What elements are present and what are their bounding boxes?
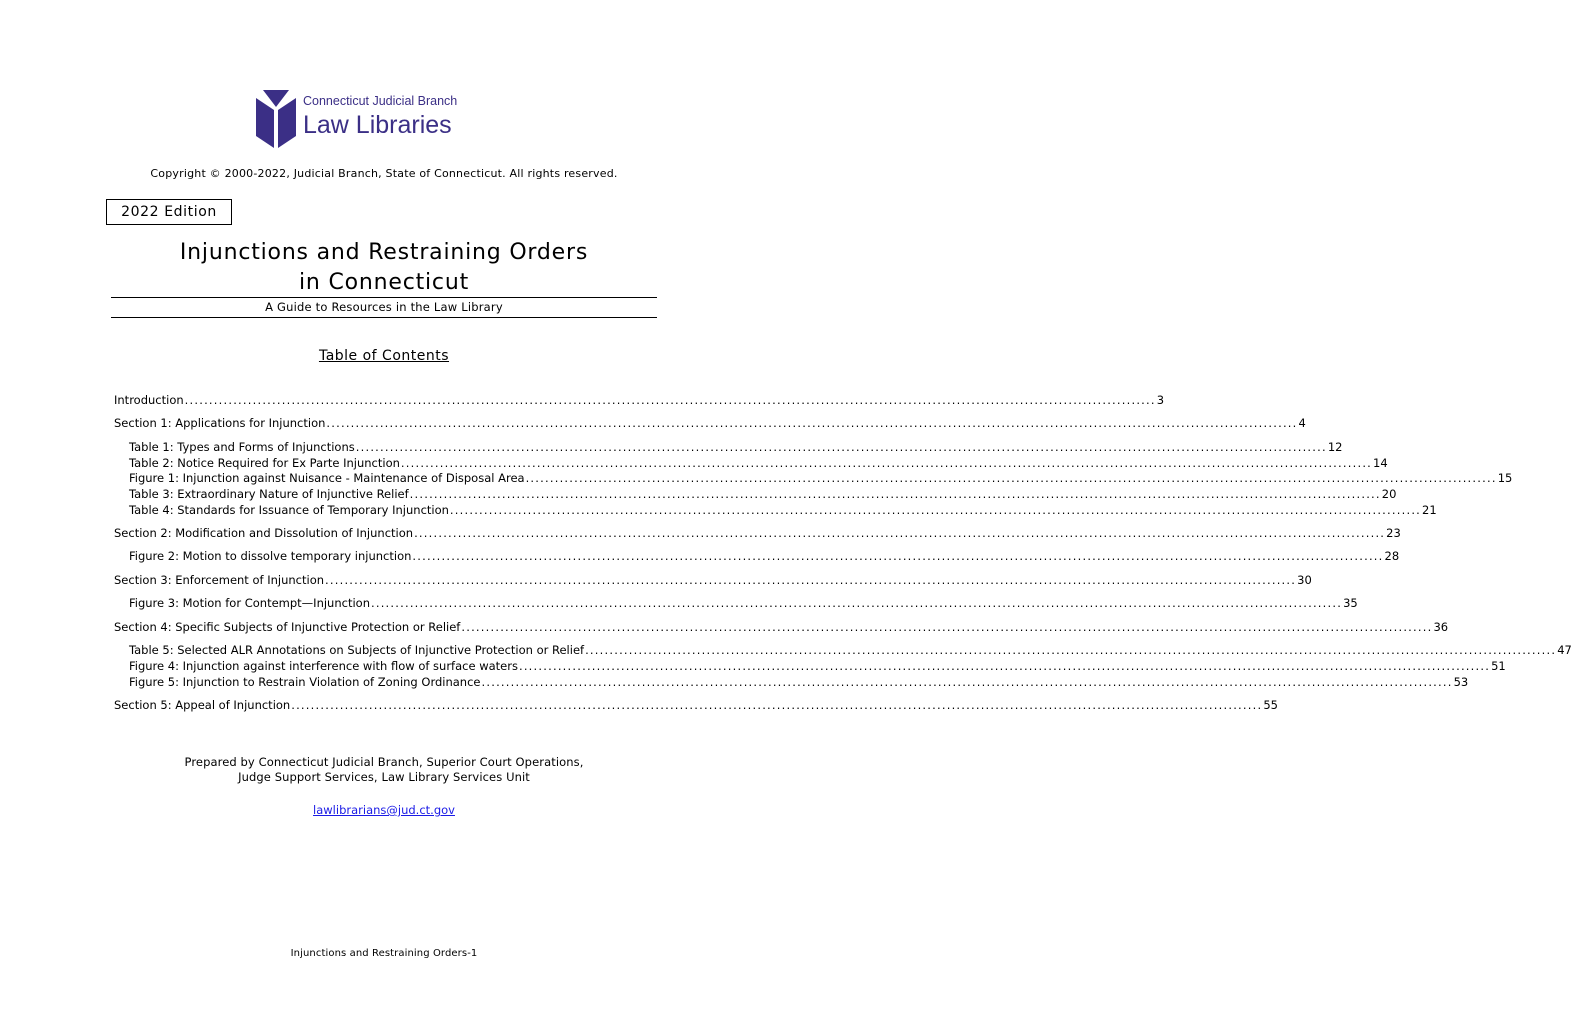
toc-entry-page: 23 — [1386, 526, 1401, 540]
title-line-2: in Connecticut — [299, 270, 469, 295]
toc-leader-dots: ........................................................................................................................................................................................................ — [412, 549, 1384, 563]
brand-small-text: Connecticut Judicial Branch — [303, 94, 458, 108]
toc-entry-label: Section 3: Enforcement of Injunction — [114, 573, 325, 587]
document-title — [0, 238, 768, 298]
toc-entry-table-5[interactable] — [129, 643, 1572, 658]
toc-entry-introduction[interactable] — [114, 393, 1165, 408]
toc-entry-page: 51 — [1491, 659, 1506, 673]
toc-entry-page: 20 — [1381, 487, 1397, 501]
toc-entry-section-1[interactable] — [114, 416, 1306, 431]
toc-entry-figure-1[interactable] — [129, 471, 1513, 486]
toc-entry-table-3[interactable] — [129, 487, 1397, 502]
contact-email-wrap — [0, 803, 768, 817]
toc-entry-section-4[interactable] — [114, 620, 1449, 635]
contact-email-link[interactable]: lawlibrarians@jud.ct.gov — [313, 803, 455, 817]
title-rule-bottom — [111, 317, 657, 318]
toc-leader-dots: ........................................................................................................................................................................................................ — [326, 416, 1298, 430]
toc-entry-page: 47 — [1557, 643, 1572, 657]
toc-leader-dots: ........................................................................................................................................................................................................ — [409, 487, 1381, 501]
toc-entry-table-2[interactable] — [129, 456, 1388, 471]
toc-entry-section-2[interactable] — [114, 526, 1401, 541]
edition-badge: 2022 Edition — [106, 199, 232, 225]
toc-leader-dots: ........................................................................................................................................................................................................ — [518, 659, 1491, 673]
toc-leader-dots: ........................................................................................................................................................................................................ — [481, 675, 1453, 689]
toc-entry-section-5[interactable] — [114, 698, 1278, 713]
toc-entry-label: Section 2: Modification and Dissolution of Injunction — [114, 526, 414, 540]
toc-entry-label: Figure 3: Motion for Contempt—Injunction — [129, 596, 370, 610]
page-footer: Injunctions and Restraining Orders-1 — [290, 948, 478, 959]
toc-entry-page: 53 — [1453, 675, 1469, 689]
toc-entry-label: Figure 5: Injunction to Restrain Violation of Zoning Ordinance — [129, 675, 481, 689]
toc-leader-dots: ........................................................................................................................................................................................................ — [291, 698, 1263, 712]
toc-entry-figure-3[interactable] — [129, 596, 1358, 611]
brand-big-text: Law Libraries — [303, 111, 452, 139]
toc-entry-label: Table 5: Selected ALR Annotations on Subjects of Injunctive Protection or Relief — [129, 643, 585, 657]
toc-leader-dots: ........................................................................................................................................................................................................ — [325, 573, 1297, 587]
toc-leader-dots: ........................................................................................................................................................................................................ — [449, 503, 1422, 517]
toc-entry-section-3[interactable] — [114, 573, 1312, 588]
title-line-1: Injunctions and Restraining Orders — [179, 240, 589, 265]
toc-entry-page: 30 — [1297, 573, 1312, 587]
toc-entry-page: 3 — [1156, 393, 1165, 407]
toc-entry-label: Figure 4: Injunction against interference with flow of surface waters — [129, 659, 518, 673]
toc-entry-label: Figure 1: Injunction against Nuisance - Maintenance of Disposal Area — [129, 471, 525, 485]
toc-entry-label: Section 4: Specific Subjects of Injunctive Protection or Relief — [114, 620, 461, 634]
toc-entry-page: 35 — [1343, 596, 1358, 610]
toc-leader-dots: ........................................................................................................................................................................................................ — [461, 620, 1433, 634]
toc-entry-page: 14 — [1373, 456, 1388, 470]
toc-entry-label: Figure 2: Motion to dissolve temporary injunction — [129, 549, 412, 563]
toc-entry-table-1[interactable] — [129, 440, 1343, 455]
toc-leader-dots: ........................................................................................................................................................................................................ — [400, 456, 1373, 470]
toc-heading — [0, 348, 768, 364]
toc-entry-page: 12 — [1327, 440, 1343, 454]
toc-entry-label: Table 2: Notice Required for Ex Parte Injunction — [129, 456, 400, 470]
law-libraries-book-icon — [253, 88, 299, 150]
toc-leader-dots: ........................................................................................................................................................................................................ — [414, 526, 1386, 540]
toc-leader-dots: ........................................................................................................................................................................................................ — [525, 471, 1497, 485]
toc-entry-page: 4 — [1298, 416, 1306, 430]
copyright-notice: Copyright © 2000-2022, Judicial Branch, State of Connecticut. All rights reserved. — [150, 167, 618, 180]
prepared-by-line-2: Judge Support Services, Law Library Services Unit — [238, 770, 530, 784]
toc-entry-label: Introduction — [114, 393, 184, 407]
toc-entry-page: 28 — [1384, 549, 1400, 563]
toc-entry-page: 36 — [1433, 620, 1449, 634]
toc-entry-label: Table 1: Types and Forms of Injunctions — [129, 440, 355, 454]
toc-heading-text: Table of Contents — [318, 348, 450, 364]
toc-entry-figure-4[interactable] — [129, 659, 1506, 674]
toc-entry-label: Section 1: Applications for Injunction — [114, 416, 326, 430]
toc-leader-dots: ........................................................................................................................................................................................................ — [184, 393, 1156, 407]
toc-leader-dots: ........................................................................................................................................................................................................ — [355, 440, 1327, 454]
toc-entry-table-4[interactable] — [129, 503, 1437, 518]
title-rule-top — [111, 297, 657, 298]
toc-entry-figure-2[interactable] — [129, 549, 1400, 564]
toc-leader-dots: ........................................................................................................................................................................................................ — [370, 596, 1343, 610]
toc-entry-page: 15 — [1497, 471, 1513, 485]
document-subtitle: A Guide to Resources in the Law Library — [265, 300, 503, 314]
prepared-by — [0, 755, 768, 785]
toc-entry-page: 55 — [1263, 698, 1278, 712]
toc-entry-label: Table 3: Extraordinary Nature of Injunctive Relief — [129, 487, 409, 501]
toc-entry-label: Section 5: Appeal of Injunction — [114, 698, 291, 712]
toc-entry-figure-5[interactable] — [129, 675, 1469, 690]
toc-leader-dots: ........................................................................................................................................................................................................ — [585, 643, 1557, 657]
law-libraries-logo — [253, 88, 473, 150]
toc-entry-label: Table 4: Standards for Issuance of Temporary Injunction — [129, 503, 449, 517]
prepared-by-line-1: Prepared by Connecticut Judicial Branch, Superior Court Operations, — [184, 755, 584, 769]
toc-entry-page: 21 — [1422, 503, 1437, 517]
